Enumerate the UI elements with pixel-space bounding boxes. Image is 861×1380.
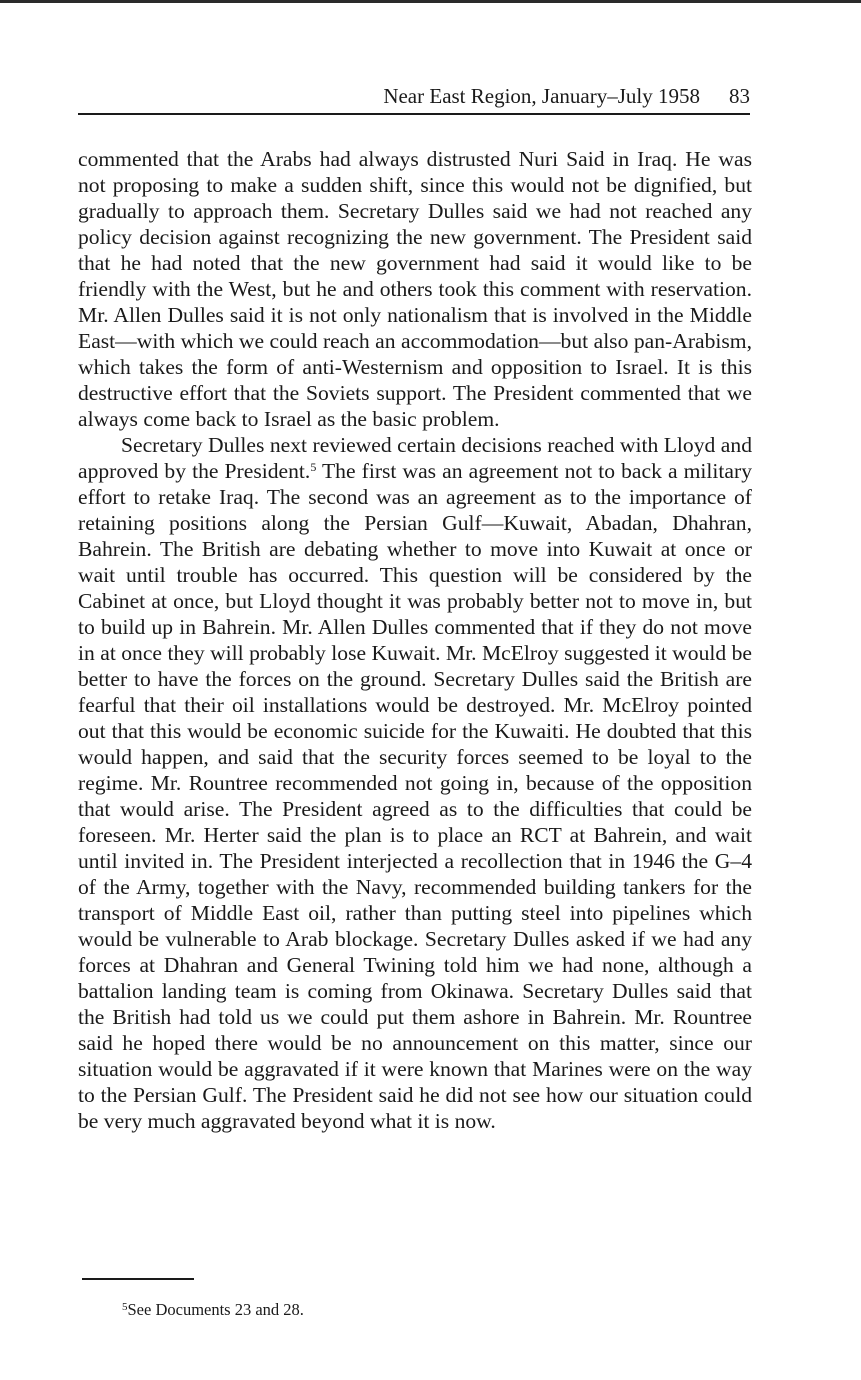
paragraph-text-after-ref: The first was an agreement not to back a military effort to retake Iraq. The second was an agreement as to the importance of retaining positions along the Persian Gulf—Kuwait, Abadan, Dhahran, Bahrein. The British are debating whether to move into Kuwait at once or wait until trouble has occurred. This question will be considered by the Cabinet at once, but Lloyd thought it was probably better not to move in, but to build up in Bahrein. Mr. Allen Dulles commented that if they do not move in at once they will probably lose Kuwait. Mr. McElroy suggested it would be better to have the forces on the ground. Secretary Dulles said the British are fearful that their oil installations would be destroyed. Mr. McElroy pointed out that this would be economic suicide for the Kuwaiti. He doubted that this would happen, and said that the security forces seemed to be loyal to the regime. Mr. Rountree recommended not going in, because of the opposition that would arise. The President agreed as to the difficulties that could be foreseen. Mr. Herter said the plan is to place an RCT at Bahrein, and wait until invited in. The President interjected a recollection that in 1946 the G–4 of the Army, together with the Navy, recommended building tankers for the transport of Middle East oil, rather than putting steel into pipelines which would be vulnerable to Arab blockage. Secretary Dulles asked if we had any forces at Dhahran and General Twining told him we had none, although a battalion landing team is coming from Okinawa. Secretary Dulles said that the British had told us we could put them ashore in Bahrein. Mr. Rountree said he hoped there would be no announcement on this matter, since our situation would be aggravated if it were known that Marines were on the way to the Persian Gulf. The President said he did not see how our situation could be very much aggravated beyond what it is now. xyxy=(78,459,753,1133)
paragraph-continued: commented that the Arabs had always distrusted Nuri Said in Iraq. He was not proposing to make a sudden shift, since this would not be dignified, but gradually to approach them. Secretary Dulles said we had not reached any policy decision against recognizing the new government. The President said that he had noted that the new government had said it would like to be friendly with the West, but he and others took this comment with reservation. Mr. Allen Dulles said it is not only nationalism that is involved in the Middle East—with which we could reach an accommodation—but also pan-Arabism, which takes the form of anti-Westernism and opposition to Israel. It is this destructive effort that the Soviets support. The President commented that we always come back to Israel as the basic problem. xyxy=(78,147,752,431)
footnote-marker: 5 xyxy=(122,1301,128,1313)
footnote-reference: 5 xyxy=(310,460,317,474)
paragraph-dulles-review xyxy=(78,432,752,1134)
running-head xyxy=(78,84,750,114)
footnote-rule xyxy=(82,1278,194,1280)
scan-top-edge xyxy=(0,0,861,3)
page-number: 83 xyxy=(729,84,750,108)
running-head-title: Near East Region, January–July 1958 xyxy=(383,84,700,108)
paragraph-text-before-ref: Secretary Dulles next reviewed certain decisions reached with Lloyd and approved by the President. xyxy=(78,433,752,483)
header-rule xyxy=(78,113,750,115)
body-text xyxy=(78,146,752,1134)
footnote xyxy=(122,1297,304,1320)
footnote-text: See Documents 23 and 28. xyxy=(127,1300,304,1319)
